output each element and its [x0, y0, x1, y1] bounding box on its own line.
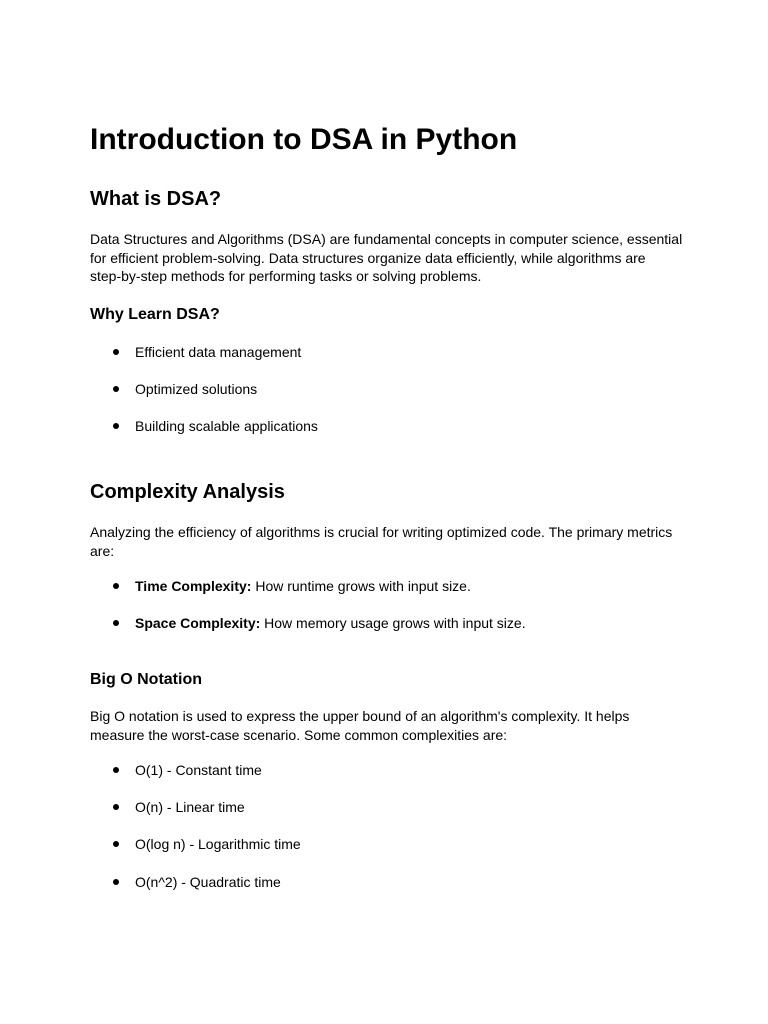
paragraph-line: are: — [90, 542, 115, 559]
list-item: O(log n) - Logarithmic time — [113, 835, 301, 853]
heading-big-o-notation: Big O Notation — [90, 671, 202, 688]
paragraph-what-is-dsa — [90, 230, 690, 286]
heading-what-is-dsa: What is DSA? — [90, 188, 222, 210]
page-title: Introduction to DSA in Python — [90, 123, 518, 156]
bullet-icon — [113, 841, 119, 847]
term-description: How memory usage grows with input size. — [260, 615, 526, 631]
term-time-complexity: Time Complexity: — [135, 578, 252, 594]
paragraph-line: measure the worst-case scenario. Some common complexities are: — [90, 726, 508, 743]
paragraph-line: Big O notation is used to express the upper bound of an algorithm's complexity. It helps — [90, 708, 630, 724]
paragraph-line: for efficient problem-solving. Data structures organize data efficiently, while algorithms are — [90, 249, 646, 266]
term-description: How runtime grows with input size. — [251, 578, 471, 594]
bullet-icon — [113, 804, 119, 810]
heading-complexity-analysis: Complexity Analysis — [90, 481, 285, 503]
paragraph-complexity-analysis — [90, 523, 690, 560]
list-item: Building scalable applications — [113, 417, 318, 435]
list-item: Efficient data management — [113, 343, 301, 361]
paragraph-line: Analyzing the efficiency of algorithms is crucial for writing optimized code. The primary metrics — [90, 524, 673, 540]
heading-why-learn-dsa: Why Learn DSA? — [90, 306, 220, 323]
list-item: O(1) - Constant time — [113, 761, 262, 779]
bullet-icon — [113, 423, 119, 429]
list-item: O(n) - Linear time — [113, 798, 245, 816]
paragraph-line: step-by-step methods for performing tasks or solving problems. — [90, 268, 482, 284]
bullet-icon — [113, 349, 119, 355]
list-item — [113, 577, 471, 595]
list-item — [113, 614, 526, 632]
bullet-icon — [113, 879, 119, 885]
term-space-complexity: Space Complexity: — [135, 615, 261, 631]
list-item: Optimized solutions — [113, 380, 257, 398]
bullet-icon — [113, 583, 119, 589]
bullet-icon — [113, 767, 119, 773]
list-item: O(n^2) - Quadratic time — [113, 873, 281, 891]
bullet-icon — [113, 620, 119, 626]
paragraph-line: Data Structures and Algorithms (DSA) are fundamental concepts in computer science, essential — [90, 231, 683, 247]
paragraph-big-o-notation — [90, 707, 690, 744]
bullet-icon — [113, 386, 119, 392]
